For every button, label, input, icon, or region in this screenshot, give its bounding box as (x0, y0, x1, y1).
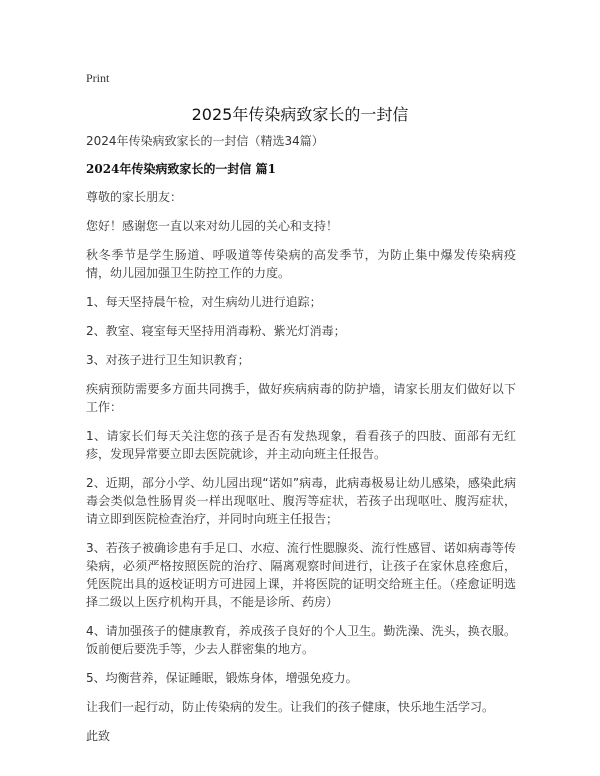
paragraph-intro: 秋冬季节是学生肠道、呼吸道等传染病的高发季节，为防止集中爆发传染病疫情，幼儿园加强卫生防控工作的力度。 (86, 248, 516, 280)
paragraph-item-1: 1、请家长们每天关注您的孩子是否有发热现象，看看孩子的四肢、面部有无红疹，发现异常要立即去医院就诊，并主动向班主任报告。 (86, 429, 516, 461)
document-subtitle: 2024年传染病致家长的一封信（精选34篇） (86, 134, 324, 148)
section-heading: 2024年传染病致家长的一封信 篇1 (86, 162, 276, 176)
paragraph-closing: 让我们一起行动，防止传染病的发生。让我们的孩子健康，快乐地生活学习。 (86, 700, 495, 714)
paragraph-thanks: 您好！感谢您一直以来对幼儿园的关心和支持！ (86, 219, 339, 233)
paragraph-request: 疾病预防需要多方面共同携手，做好疾病病毒的防护墙，请家长朋友们做好以下工作： (86, 382, 516, 414)
paragraph-item-3: 3、若孩子被确诊患有手足口、水痘、流行性腮腺炎、流行性感冒、诺如病毒等传染病，必须严格按照医院的治疗、隔离观察时间进行，让孩子在家休息痊愈后，凭医院出具的返校证明方可进园上课，并将医院的证明交给班主任。（痊愈证明选择二级以上医疗机构开具，不能是诊所、药房） (86, 541, 516, 609)
paragraph-greeting: 尊敬的家长朋友： (86, 190, 183, 204)
paragraph-measure-2: 2、教室、寝室每天坚持用消毒粉、紫光灯消毒； (86, 324, 346, 338)
paragraph-salutation: 此致 (86, 729, 111, 743)
page-title: 2025年传染病致家长的一封信 (191, 105, 409, 124)
document-body (86, 132, 516, 756)
paragraph-item-4: 4、请加强孩子的健康教育，养成孩子良好的个人卫生。勤洗澡、洗头，换衣服。饭前便后要洗手等，少去人群密集的地方。 (86, 624, 516, 656)
paragraph-measure-3: 3、对孩子进行卫生知识教育； (86, 353, 250, 367)
paragraph-measure-1: 1、每天坚持晨午检，对生病幼儿进行追踪； (86, 295, 322, 309)
print-label[interactable]: Print (86, 71, 110, 85)
paragraph-item-2: 2、近期，部分小学、幼儿园出现“诺如”病毒，此病毒极易让幼儿感染，感染此病毒会类似急性肠胃炎一样出现呕吐、腹泻等症状，若孩子出现呕吐、腹泻症状，请立即到医院检查治疗，并同时向班主任报告； (86, 476, 516, 526)
paragraph-item-5: 5、均衡营养，保证睡眠，锻炼身体，增强免疫力。 (86, 671, 358, 685)
